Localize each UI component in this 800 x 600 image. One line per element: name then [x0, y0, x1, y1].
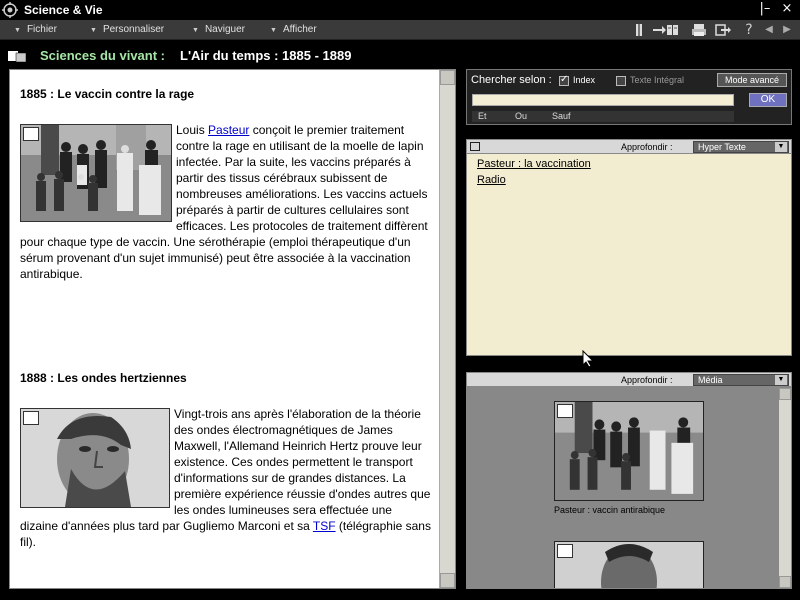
- goto-page-icon[interactable]: [652, 22, 680, 38]
- menu-label: Naviguer: [204, 24, 245, 35]
- chevron-down-icon: ▼: [14, 27, 21, 34]
- camera-icon[interactable]: [557, 544, 573, 558]
- export-icon[interactable]: [714, 22, 732, 38]
- chevron-down-icon: ▼: [192, 27, 199, 34]
- menu-naviguer[interactable]: [192, 24, 245, 35]
- group-photo-image: [21, 125, 171, 221]
- select-value: Média: [698, 375, 723, 385]
- pasteur-link[interactable]: Pasteur: [208, 123, 250, 137]
- scroll-up-button[interactable]: [779, 388, 791, 400]
- paragraph-text: (télégraphie sans fil).: [20, 519, 431, 549]
- app-title: Science & Vie: [24, 3, 103, 17]
- print-icon[interactable]: [690, 22, 708, 38]
- operator-sauf[interactable]: Sauf: [552, 111, 571, 121]
- media-thumbnail[interactable]: [554, 401, 704, 501]
- paragraph-text: conçoit le premier traitement contre la rage en utilisant de la moelle de lapin infectée. Par la suite, les vaccins préparés à partir des tissus cérébraux subissent de nombreuses améliorations. Les vaccins actuels préparés à partir de cultures cellulaires sont efficaces. Les protocoles de traitement diffèrent pour chaque type de vaccin. Une sérothérapie (emploi thérapeutique d'un sérum provenant d'un sujet immunisé) peut être associée à la vaccination antirabique.: [20, 123, 428, 281]
- hypertext-select[interactable]: [693, 141, 789, 153]
- index-checkbox[interactable]: [559, 76, 569, 86]
- menu-bar: [0, 20, 800, 40]
- list-icon[interactable]: [470, 142, 480, 151]
- menu-label: Fichier: [26, 24, 57, 35]
- hypertext-link[interactable]: Pasteur : la vaccination: [477, 158, 591, 170]
- hypertext-link[interactable]: Radio: [477, 174, 506, 186]
- title-bar: [0, 0, 800, 20]
- search-input[interactable]: [472, 94, 734, 106]
- portrait-image: [21, 409, 169, 507]
- bookmark-icon[interactable]: [630, 22, 648, 38]
- media-panel: [466, 372, 792, 589]
- heading-bar: [0, 42, 800, 68]
- group-photo-image: [555, 402, 703, 500]
- advanced-mode-button[interactable]: Mode avancé: [717, 73, 787, 87]
- fulltext-checkbox[interactable]: [616, 76, 626, 86]
- close-button[interactable]: ×: [781, 1, 793, 16]
- paragraph-text: Louis: [176, 123, 209, 137]
- article-paragraph: [20, 406, 432, 550]
- article-scrollbar[interactable]: [439, 70, 455, 588]
- paragraph-text: Vingt-trois ans après l'élaboration de la théorie des ondes électromagnétiques de James Maxwell, l'Allemand Heinrich Hertz prouve leur existence. Ces ondes permettent le transport d'informations sur de grandes distances. La première expérience réussie d'ondes autres que les ondes lumineuses sera effectuée une dizaine d'années plus tard par Gugliemo Marconi et sa: [20, 407, 431, 533]
- pasteur-photo[interactable]: [20, 124, 172, 222]
- check-icon: ✓: [560, 74, 569, 85]
- section-title: Sciences du vivant :: [40, 48, 165, 63]
- chevron-down-icon: ▼: [270, 27, 277, 34]
- portrait-image: [555, 542, 703, 589]
- help-icon[interactable]: ?: [745, 22, 753, 38]
- article-heading: 1888 : Les ondes hertziennes: [20, 371, 187, 385]
- back-icon[interactable]: ◀: [765, 24, 773, 35]
- ok-button[interactable]: OK: [749, 93, 787, 107]
- page-title: L'Air du temps : 1885 - 1889: [180, 48, 352, 63]
- camera-icon[interactable]: [23, 127, 39, 141]
- search-panel: [466, 69, 792, 125]
- mouse-cursor-icon: [582, 350, 594, 368]
- menu-fichier[interactable]: [14, 24, 57, 35]
- chevron-down-icon[interactable]: ▼: [775, 375, 787, 385]
- menu-label: Afficher: [282, 24, 317, 35]
- forward-icon[interactable]: ▶: [783, 24, 791, 35]
- panel-label: Approfondir :: [621, 142, 673, 152]
- media-thumbnail[interactable]: [554, 541, 704, 589]
- hertz-photo[interactable]: [20, 408, 170, 508]
- search-label: Chercher selon :: [471, 74, 552, 86]
- panel-header: [467, 373, 791, 387]
- chevron-down-icon[interactable]: ▼: [775, 142, 787, 152]
- menu-afficher[interactable]: [270, 24, 317, 35]
- camera-icon[interactable]: [23, 411, 39, 425]
- media-select[interactable]: [693, 374, 789, 386]
- select-value: Hyper Texte: [698, 142, 746, 152]
- panel-header: [467, 140, 791, 154]
- media-scrollbar[interactable]: [779, 388, 791, 588]
- scroll-up-button[interactable]: [440, 70, 455, 85]
- menu-personnaliser[interactable]: [90, 24, 164, 35]
- pages-icon: [8, 50, 28, 62]
- panel-label: Approfondir :: [621, 375, 673, 385]
- tsf-link[interactable]: TSF: [312, 519, 336, 533]
- operator-bar: [472, 111, 734, 122]
- operator-et[interactable]: Et: [478, 111, 487, 121]
- chevron-down-icon: ▼: [90, 27, 97, 34]
- camera-icon[interactable]: [557, 404, 573, 418]
- app-logo-icon: [2, 2, 18, 18]
- media-caption: Pasteur : vaccin antirabique: [554, 505, 666, 515]
- scroll-down-button[interactable]: [440, 573, 455, 588]
- operator-ou[interactable]: Ou: [515, 111, 528, 121]
- scroll-down-button[interactable]: [779, 576, 791, 588]
- article-panel: [9, 69, 456, 589]
- index-label: Index: [573, 75, 596, 85]
- menu-label: Personnaliser: [102, 24, 165, 35]
- minimize-button[interactable]: |–: [759, 1, 771, 16]
- article-heading: 1885 : Le vaccin contre la rage: [20, 87, 195, 101]
- article-paragraph: [20, 122, 432, 282]
- hypertext-panel: [466, 139, 792, 356]
- fulltext-label: Texte Intégral: [630, 75, 685, 85]
